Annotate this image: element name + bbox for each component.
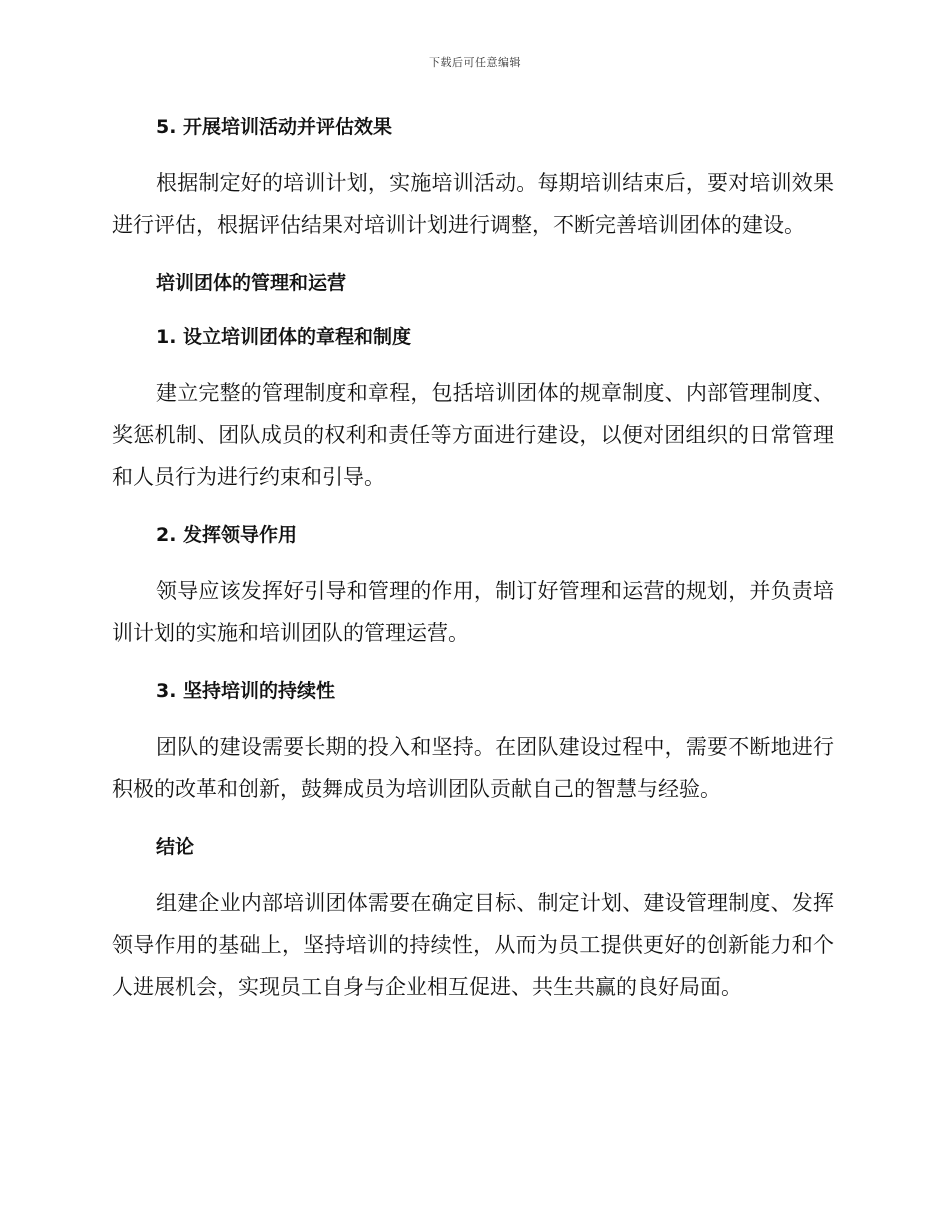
- page-header-note: 下载后可任意编辑: [429, 56, 521, 69]
- section-heading-leadership: 2. 发挥领导作用: [156, 524, 298, 546]
- section-heading-continuity: 3. 坚持培训的持续性: [156, 680, 336, 702]
- section-heading-management-operation: 培训团体的管理和运营: [156, 272, 347, 294]
- section-heading-charter-system: 1. 设立培训团体的章程和制度: [156, 326, 412, 348]
- paragraph-continuity: 团队的建设需要长期的投入和坚持。在团队建设过程中，需要不断地进行积极的改革和创新，鼓舞成员为培训团队贡献自己的智慧与经验。: [112, 735, 834, 801]
- paragraph-conclusion: 组建企业内部培训团体需要在确定目标、制定计划、建设管理制度、发挥领导作用的基础上，坚持培训的持续性，从而为员工提供更好的创新能力和个人进展机会，实现员工自身与企业相互促进、共生共赢的良好局面。: [112, 891, 834, 999]
- paragraph-charter-system: 建立完整的管理制度和章程，包括培训团体的规章制度、内部管理制度、奖惩机制、团队成员的权利和责任等方面进行建设，以便对团组织的日常管理和人员行为进行约束和引导。: [112, 381, 834, 489]
- document-body: [112, 108, 834, 1008]
- paragraph-evaluate-training: 根据制定好的培训计划，实施培训活动。每期培训结束后，要对培训效果进行评估，根据评估结果对培训计划进行调整，不断完善培训团体的建设。: [112, 171, 834, 237]
- paragraph-leadership: 领导应该发挥好引导和管理的作用，制订好管理和运营的规划，并负责培训计划的实施和培训团队的管理运营。: [112, 579, 834, 645]
- section-heading-conclusion: 结论: [156, 836, 195, 858]
- section-heading-evaluate-training: 5. 开展培训活动并评估效果: [156, 116, 393, 138]
